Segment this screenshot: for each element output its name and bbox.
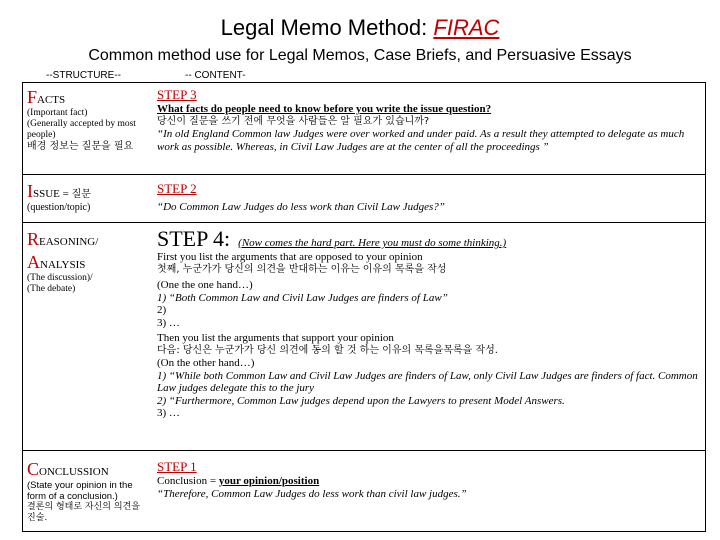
issue-label: SSUE = [33,188,72,200]
analysis-line: 첫째, 누군가가 당신의 의견을 반대하는 이유는 이유의 목록을 작성 [157,263,447,275]
analysis-content-cell [157,227,703,420]
analysis-line: 2) “Furthermore, Common Law judges depend upon the Lawyers to present Model Answers. [157,394,565,407]
reasoning-label: EASONING/ [39,236,99,248]
content-header: -- CONTENT- [185,70,246,81]
analysis-line: 1) “Both Common Law and Civil Law Judges are finders of Law” [157,291,448,304]
facts-cap: F [27,87,38,107]
title-accent: FIRAC [433,15,500,40]
analysis-note-1: (The discussion)/ [27,273,93,283]
analysis-row [23,223,705,451]
page-title [0,14,720,42]
conclusion-structure-cell [27,459,151,524]
facts-note-1: (Important fact) [27,108,88,118]
analysis-label: NALYSIS [40,259,86,271]
title-main: Legal Memo Method: [220,15,434,40]
facts-structure-cell [27,87,151,154]
analysis-note-2: (The debate) [27,284,76,294]
facts-content-cell [157,87,703,153]
facts-content: “In old England Common law Judges were over worked and under paid. As a result they attempted to delegate as much work as possible. Whereas, in Civil Law Judges are at the center of all the proceedings ” [157,128,685,153]
page-subtitle: Common method use for Legal Memos, Case Briefs, and Persuasive Essays [88,47,632,64]
conclusion-row [23,451,705,533]
analysis-cap: A [27,252,40,272]
facts-step: STEP 3 [157,87,197,102]
issue-structure-cell [27,181,151,214]
structure-header: --STRUCTURE-- [46,70,121,81]
firac-table [22,82,706,532]
issue-step: STEP 2 [157,181,197,196]
conclusion-step: STEP 1 [157,459,197,474]
analysis-line: 1) “While both Common Law and Civil Law Judges are finders of Law, only Civil Law Judges are finders of fact. Common Law judges delegate this to the jury [157,369,698,394]
analysis-step: STEP 4: [157,226,231,251]
analysis-step-note: (Now comes the hard part. Here you must do some thinking.) [238,237,507,249]
facts-question: What facts do people need to know before you write the issue question? [157,103,492,115]
facts-label: ACTS [37,94,66,106]
reasoning-cap: R [27,229,40,249]
conclusion-opinion-label: your opinion/position [218,475,320,487]
issue-note: (question/topic) [27,202,91,213]
conclusion-label-prefix: Conclusion = [157,475,219,487]
conclusion-content-cell [157,459,703,500]
conclusion-note-ko: 결론의 형태로 자신의 의견을 진술. [27,502,140,523]
facts-note-ko: 배경 정보는 질문을 필요 [27,141,134,152]
analysis-line: First you list the arguments that are opposed to your opinion [157,251,423,263]
issue-label-ko: 질문 [71,189,91,200]
conclusion-note: (State your opinion in the form of a conclusion.) [27,480,133,502]
conclusion-label: ONCLUSSION [39,466,109,478]
analysis-line: 3) … [157,407,180,419]
analysis-line: 3) … [157,316,180,329]
issue-cap: I [27,181,33,201]
facts-note-2: (Generally accepted by most people) [27,119,136,140]
analysis-structure-cell [27,229,151,295]
analysis-line: (On the other hand…) [157,357,255,369]
issue-row [23,175,705,223]
analysis-line: Then you list the arguments that support your opinion [157,332,394,344]
analysis-line: (One the one hand…) [157,279,253,291]
facts-row [23,83,705,175]
conclusion-cap: C [27,459,40,479]
facts-question-ko: 당신이 질문을 쓰기 전에 무엇을 사람들은 알 필요가 있습니까? [157,115,430,127]
analysis-line: 다음: 당신은 누군가가 당신 의견에 동의 할 것 하는 이유의 목록을목록을 작성. [157,344,498,356]
issue-content-cell [157,181,703,214]
analysis-line: 2) [157,304,167,316]
conclusion-content: “Therefore, Common Law Judges do less work than civil law judges.” [157,487,467,500]
issue-content: “Do Common Law Judges do less work than Civil Law Judges?” [157,201,445,213]
